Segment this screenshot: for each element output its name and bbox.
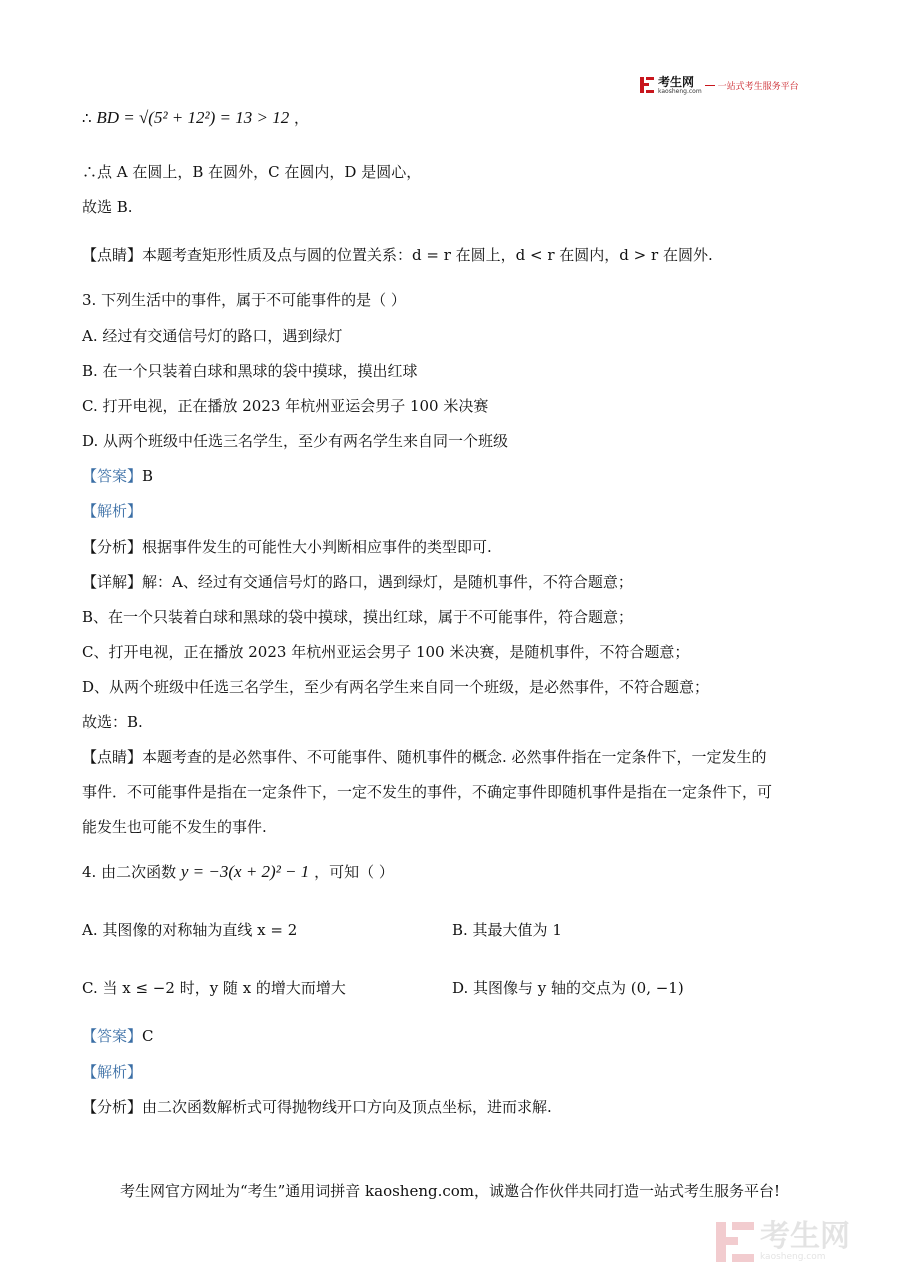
q4-analysis <box>82 1097 552 1117</box>
note-tag: 【点睛】 <box>82 246 143 264</box>
q4-option-c: C. 当 x ≤ −2 时，y 随 x 的增大而增大 <box>82 979 346 997</box>
proof-line-bd <box>82 108 309 128</box>
watermark-logo <box>716 1219 850 1262</box>
choice-line: 故选 B. <box>82 198 133 216</box>
q3-detail <box>82 572 633 592</box>
q3-option-d: D. 从两个班级中任选三名学生，至少有两名学生来自同一个班级 <box>82 432 509 450</box>
question-4 <box>82 862 394 882</box>
q3-note-2: 事件．不可能事件是指在一定条件下，一定不发生的事件，不确定事件即随机事件是指在一定条件下，可 <box>82 783 773 801</box>
q3-choice: 故选：B. <box>82 713 143 731</box>
q4-answer <box>82 1026 154 1046</box>
answer-value: C <box>142 1027 154 1045</box>
q4-prefix: 4. 由二次函数 <box>82 863 177 881</box>
q4-formula: y = −3(x + 2)² − 1 <box>180 862 310 881</box>
analysis-tag: 【分析】 <box>82 1098 143 1116</box>
footer-text: 考生网官方网址为“考生”通用词拼音 kaosheng.com，诚邀合作伙伴共同打造一站式考生服务平台! <box>119 1182 781 1200</box>
logo-brand: 考生网 <box>658 74 695 89</box>
logo-slogan: 一站式考生服务平台 <box>717 81 799 92</box>
q3-note-3: 能发生也可能不发生的事件. <box>82 818 267 836</box>
note-text: 本题考查的是必然事件、不可能事件、随机事件的概念. 必然事件指在一定条件下，一定发生的 <box>142 748 767 766</box>
q4-suffix: ，可知（ ） <box>314 863 394 881</box>
watermark-domain: kaosheng.com <box>760 1252 826 1262</box>
logo-domain: kaosheng.com <box>658 87 702 95</box>
answer-tag: 【答案】 <box>82 467 143 485</box>
note-text: 本题考查矩形性质及点与圆的位置关系：d = r 在圆上，d < r 在圆内，d > r 在圆外. <box>142 246 713 264</box>
watermark-brand: 考生网 <box>760 1219 850 1254</box>
detail-tag: 【详解】 <box>82 573 143 591</box>
q4-option-a: A. 其图像的对称轴为直线 x = 2 <box>82 921 298 939</box>
therefore-symbol: ∴ <box>82 109 92 127</box>
logo-icon <box>640 77 654 93</box>
q3-option-a: A. 经过有交通信号灯的路口，遇到绿灯 <box>82 327 343 345</box>
comma: ， <box>294 109 310 127</box>
question-3: 3. 下列生活中的事件，属于不可能事件的是（ ） <box>82 291 406 309</box>
q3-note-1 <box>82 747 767 767</box>
q3-detail-d: D、从两个班级中任选三名学生，至少有两名学生来自同一个班级，是必然事件，不符合题意； <box>82 678 710 696</box>
note-tag: 【点睛】 <box>82 748 143 766</box>
note-q2 <box>82 245 713 265</box>
analysis-tag: 【分析】 <box>82 538 143 556</box>
analysis-text: 根据事件发生的可能性大小判断相应事件的类型即可. <box>142 538 492 556</box>
q3-answer <box>82 466 153 486</box>
q4-analysis-tag: 【解析】 <box>82 1063 143 1081</box>
q3-option-c: C. 打开电视，正在播放 2023 年杭州亚运会男子 100 米决赛 <box>82 397 489 415</box>
answer-value: B <box>142 467 154 485</box>
bd-formula: BD = √(5² + 12²) = 13 > 12 <box>96 108 290 127</box>
q3-analysis <box>82 537 492 557</box>
q3-detail-b: B、在一个只装着白球和黑球的袋中摸球，摸出红球，属于不可能事件，符合题意； <box>82 608 634 626</box>
analysis-text: 由二次函数解析式可得抛物线开口方向及顶点坐标，进而求解. <box>142 1098 552 1116</box>
watermark-icon <box>716 1222 754 1262</box>
q3-analysis-tag: 【解析】 <box>82 502 143 520</box>
proof-conclusion: ∴点 A 在圆上，B 在圆外，C 在圆内，D 是圆心， <box>82 163 422 181</box>
q3-option-b: B. 在一个只装着白球和黑球的袋中摸球，摸出红球 <box>82 362 418 380</box>
answer-tag: 【答案】 <box>82 1027 143 1045</box>
q4-option-b: B. 其最大值为 1 <box>452 921 562 939</box>
logo-separator <box>705 85 715 86</box>
header-logo <box>640 74 799 96</box>
q4-option-d: D. 其图像与 y 轴的交点为 (0, −1) <box>452 979 684 997</box>
q3-detail-c: C、打开电视，正在播放 2023 年杭州亚运会男子 100 米决赛，是随机事件，不符合题意； <box>82 643 690 661</box>
detail-text: 解：A、经过有交通信号灯的路口，遇到绿灯，是随机事件，不符合题意； <box>142 573 633 591</box>
